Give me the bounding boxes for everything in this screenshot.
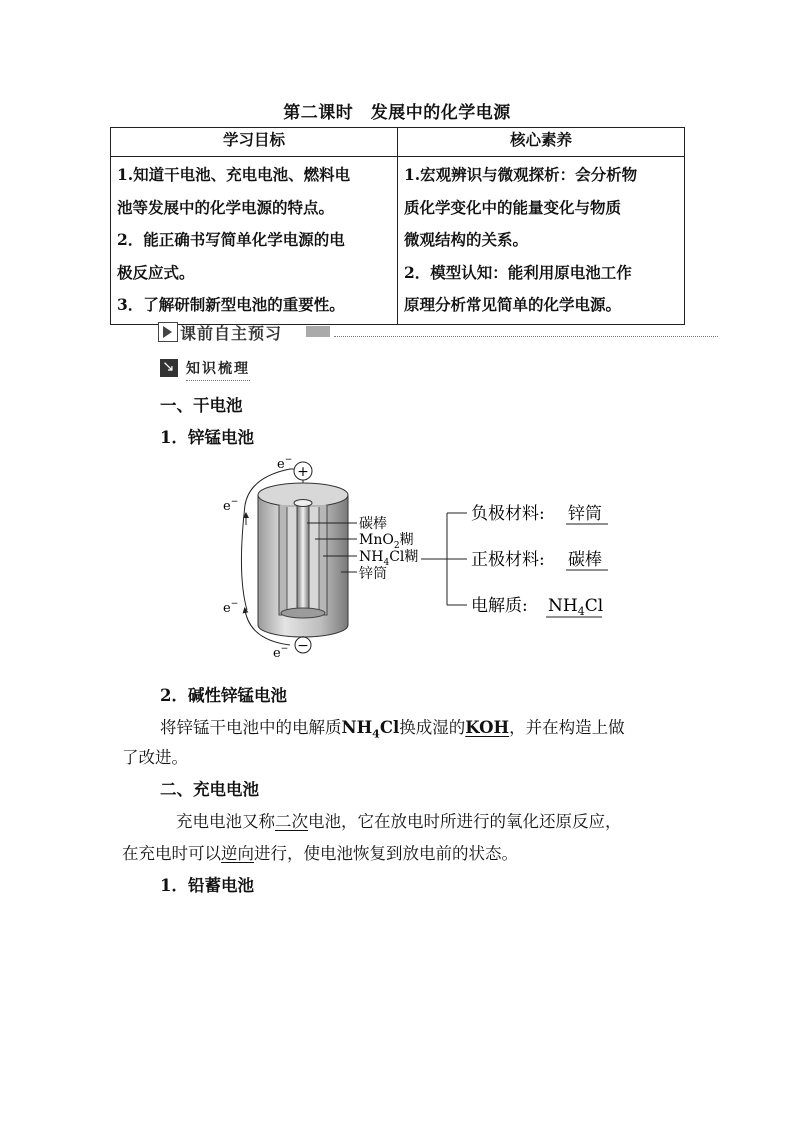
- literacy-line: 原理分析常见简单的化学电源。: [404, 295, 622, 314]
- header-learning-goals: 学习目标: [111, 128, 398, 157]
- negative-material-value: 锌筒: [568, 504, 602, 524]
- literacy-line: 微观结构的关系。: [404, 230, 529, 249]
- item-lead-acid: 1．铅蓄电池: [160, 876, 254, 895]
- section-heading-rechargeable: 二、充电电池: [160, 780, 259, 799]
- paragraph-alkaline-line2: 了改进。: [122, 748, 188, 767]
- goal-line: 1.知道干电池、充电电池、燃料电: [117, 165, 351, 184]
- electron-label: e−: [273, 644, 289, 661]
- label-carbon-rod: 碳棒: [359, 516, 387, 532]
- negative-material-label: 负极材料:: [471, 504, 545, 524]
- core-literacy-cell: [398, 157, 685, 325]
- item-alkaline-battery: 2．碱性锌锰电池: [160, 686, 287, 705]
- paragraph-rechargeable-line2: 在充电时可以逆向进行，使电池恢复到放电前的状态。: [122, 844, 518, 863]
- zinc-manganese-battery-diagram: [215, 455, 615, 665]
- positive-material-label: 正极材料:: [471, 550, 545, 570]
- answer-reverse: 逆向: [221, 844, 254, 863]
- plus-sign: +: [297, 464, 309, 480]
- arrow-down-right-icon: [160, 359, 178, 377]
- header-core-literacy: 核心素养: [398, 128, 685, 157]
- electron-label: e−: [223, 599, 239, 616]
- item-zinc-manganese: 1．锌锰电池: [160, 428, 254, 447]
- label-nh4cl-paste: $NH_4Cl$糊: [359, 549, 419, 568]
- electron-label: e−: [277, 455, 293, 472]
- minus-sign: −: [297, 638, 309, 654]
- page-title: 第二课时 发展中的化学电源: [283, 103, 511, 123]
- literacy-line: 1.宏观辨识与微观探析：会分析物: [404, 165, 638, 184]
- label-zinc-can: 锌筒: [359, 566, 387, 582]
- answer-koh: KOH: [465, 718, 510, 737]
- learning-goals-cell: [111, 157, 398, 325]
- electron-label: e−: [223, 497, 239, 514]
- banner-text: 课前自主预习: [180, 324, 283, 343]
- electrolyte-label: 电解质:: [471, 596, 528, 616]
- play-arrow-icon: [158, 322, 178, 342]
- banner-dotted-line: [334, 336, 718, 337]
- section-banner-preview: [158, 321, 718, 345]
- goal-line: 3．了解研制新型电池的重要性。: [117, 295, 345, 314]
- answer-secondary: 二次: [275, 812, 308, 831]
- paragraph-alkaline-line1: 将锌锰干电池中的电解质$NH_4Cl$换成湿的KOH，并在构造上做: [160, 718, 625, 741]
- goal-line: 2．能正确书写简单化学电源的电: [117, 230, 345, 249]
- literacy-line: 2．模型认知：能利用原电池工作: [404, 262, 632, 282]
- goals-table: [110, 127, 685, 325]
- sub-banner-text: 知识梳理: [186, 358, 250, 381]
- goal-line: 极反应式。: [117, 262, 195, 282]
- banner-decor-box: [306, 326, 330, 337]
- label-mno2-paste: MnO$_2$糊: [359, 532, 414, 551]
- paragraph-rechargeable-line1: 充电电池又称二次电池，它在放电时所进行的氧化还原反应，: [176, 812, 622, 831]
- section-heading-dry-battery: 一、干电池: [160, 396, 243, 415]
- positive-material-value: 碳棒: [568, 550, 602, 570]
- electrolyte-value: $NH_4Cl$: [548, 596, 604, 618]
- literacy-line: 质化学变化中的能量变化与物质: [404, 197, 622, 217]
- goal-line: 池等发展中的化学电源的特点。: [117, 197, 335, 217]
